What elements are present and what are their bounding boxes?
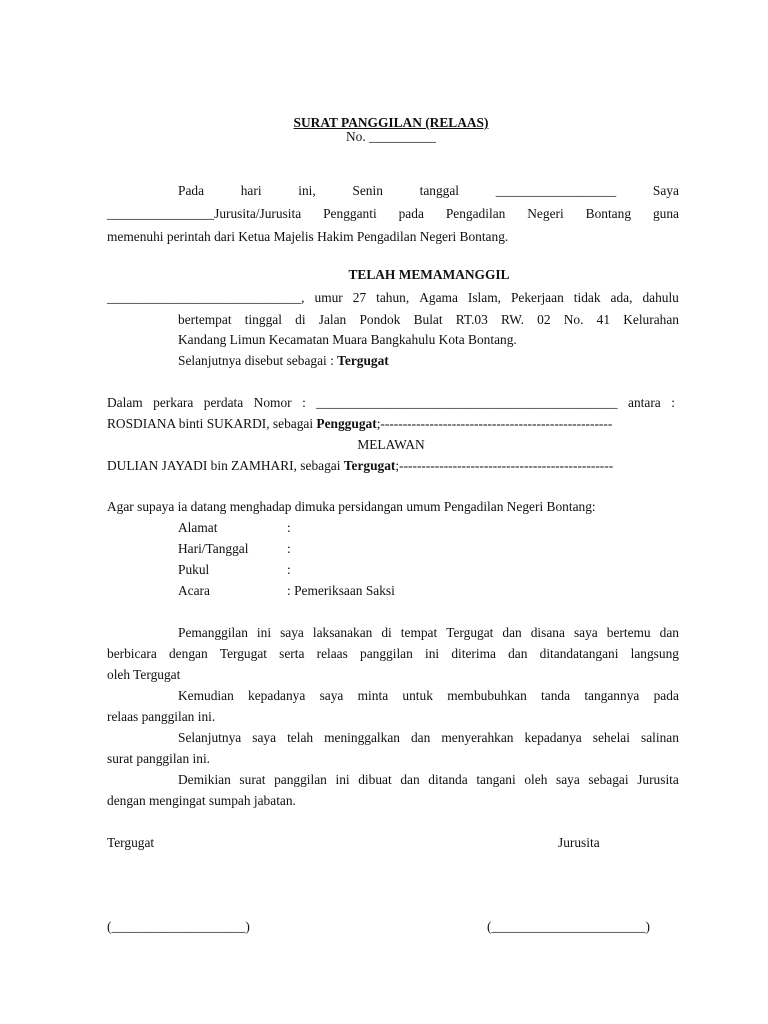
word: Senin xyxy=(352,183,383,198)
word: perdata xyxy=(203,395,244,410)
word: laksanakan xyxy=(312,625,373,640)
schedule-label-alamat: Alamat xyxy=(178,520,218,535)
schedule-label-pukul: Pukul xyxy=(178,562,210,577)
summon-heading: TELAH MEMAMANGGIL xyxy=(348,267,510,282)
schedule-value-acara: : Pemeriksaan Saksi xyxy=(287,583,395,598)
word: tanda xyxy=(541,688,571,703)
schedule-value-alamat: : xyxy=(287,520,291,535)
plaintiff-prefix: ROSDIANA binti SUKARDI, sebagai xyxy=(107,416,317,431)
intro-line-3: memenuhi perintah dari Ketua Majelis Hakim Pengadilan Negeri Bontang. xyxy=(107,229,509,244)
word: perkara xyxy=(153,395,194,410)
schedule-label-acara: Acara xyxy=(178,583,210,598)
word: ini, xyxy=(298,183,316,198)
word: oleh xyxy=(524,772,548,787)
word: dan xyxy=(410,730,431,745)
word: _____________________________, xyxy=(107,290,305,305)
word: serta xyxy=(279,646,305,661)
word: telah xyxy=(287,730,314,745)
word: Pengganti xyxy=(323,206,377,221)
word: dibuat xyxy=(358,772,392,787)
signature-right-label: Jurusita xyxy=(558,835,600,850)
word: untuk xyxy=(402,688,433,703)
word: membubuhkan xyxy=(447,688,527,703)
defendant-suffix: ;------------------------------------------------ xyxy=(395,458,614,473)
word: Pengadilan xyxy=(445,206,506,221)
word: Saya xyxy=(652,183,679,198)
word: saya xyxy=(280,625,304,640)
schedule-value-pukul: : xyxy=(287,562,291,577)
word: menyerahkan xyxy=(441,730,514,745)
word: Pekerjaan xyxy=(510,290,564,305)
intro-line-1 xyxy=(178,183,679,199)
word: 27 xyxy=(352,290,367,305)
word: kepadanya xyxy=(248,688,306,703)
case-line-1 xyxy=(107,395,675,411)
word: Demikian xyxy=(178,772,231,787)
word: tanggal xyxy=(419,183,460,198)
word: Bulat xyxy=(413,312,443,327)
body-p3-line-1 xyxy=(178,730,679,746)
word: ini xyxy=(335,772,350,787)
summon-line-3: Kandang Limun Kecamatan Muara Bangkahulu Kota Bontang. xyxy=(178,332,517,347)
word: dengan xyxy=(168,646,208,661)
summon-line-4-prefix: Selanjutnya disebut sebagai : xyxy=(178,353,338,368)
word: dahulu xyxy=(642,290,679,305)
word: dan xyxy=(659,625,679,640)
word: surat xyxy=(239,772,266,787)
word: di xyxy=(381,625,392,640)
word: ini xyxy=(256,625,272,640)
word: umur xyxy=(314,290,343,305)
document-number: No. __________ xyxy=(345,129,436,144)
word: No. xyxy=(563,312,584,327)
body-p4-line-1 xyxy=(178,772,679,788)
word: Islam, xyxy=(467,290,501,305)
word: disana xyxy=(530,625,565,640)
word: salinan xyxy=(640,730,679,745)
word: bertemu xyxy=(606,625,651,640)
word: di xyxy=(295,312,306,327)
word: tangani xyxy=(476,772,516,787)
word: langsung xyxy=(630,646,679,661)
word: Jurusita xyxy=(637,772,679,787)
word: tangannya xyxy=(584,688,640,703)
word: 02 xyxy=(537,312,551,327)
word: sebagai xyxy=(588,772,629,787)
word: pada xyxy=(398,206,424,221)
word: berbicara xyxy=(107,646,157,661)
body-p3-line-2: surat panggilan ini. xyxy=(107,751,211,766)
summon-line-1 xyxy=(107,290,679,306)
word: meninggalkan xyxy=(324,730,400,745)
word: _____________________________________________ xyxy=(316,395,618,410)
word: pada xyxy=(653,688,679,703)
word: tinggal xyxy=(244,312,282,327)
word: Tergugat xyxy=(446,625,494,640)
word: sehelai xyxy=(592,730,630,745)
body-p1-line-3: oleh Tergugat xyxy=(107,667,181,682)
word: ________________Jurusita/Jurusita xyxy=(107,206,302,221)
word: RW. xyxy=(501,312,524,327)
word: Pemanggilan xyxy=(178,625,248,640)
plaintiff-suffix: ;---------------------------------------------------- xyxy=(376,416,613,431)
word: antara xyxy=(628,395,661,410)
schedule-value-hari: : xyxy=(287,541,291,556)
word: panggilan xyxy=(274,772,327,787)
plaintiff-bold: Penggugat xyxy=(316,416,377,431)
intro-line-2 xyxy=(107,206,679,222)
summon-line-4 xyxy=(178,353,389,369)
body-p4-line-2: dengan mengingat sumpah jabatan. xyxy=(107,793,296,808)
word: saya xyxy=(319,688,344,703)
word: dan xyxy=(502,625,522,640)
plaintiff-line xyxy=(107,416,612,432)
word: ditandatangani xyxy=(539,646,619,661)
versus-label: MELAWAN xyxy=(357,437,425,452)
word: saya xyxy=(252,730,277,745)
signature-left-line: (____________________) xyxy=(107,919,250,934)
word: Kelurahan xyxy=(623,312,679,327)
word: dan xyxy=(508,646,528,661)
defendant-line xyxy=(107,458,613,474)
schedule-label-hari: Hari/Tanggal xyxy=(178,541,249,556)
word: Pondok xyxy=(359,312,401,327)
word: Negeri xyxy=(527,206,564,221)
body-p2-line-1 xyxy=(178,688,679,704)
word: saya xyxy=(556,772,580,787)
defendant-prefix: DULIAN JAYADI bin ZAMHARI, sebagai xyxy=(107,458,344,473)
word: panggilan xyxy=(360,646,413,661)
word: tempat xyxy=(400,625,438,640)
word: RT.03 xyxy=(455,312,488,327)
signature-right-line: (_______________________) xyxy=(487,919,650,934)
word: : xyxy=(671,395,675,410)
word: Bontang xyxy=(585,206,632,221)
word: Jalan xyxy=(318,312,347,327)
body-p1-line-2 xyxy=(107,646,679,662)
summon-line-2 xyxy=(178,312,679,328)
word: Tergugat xyxy=(219,646,267,661)
word: Selanjutnya xyxy=(178,730,242,745)
defendant-bold: Tergugat xyxy=(343,458,396,473)
summon-line-4-bold: Tergugat xyxy=(337,353,389,368)
word: guna xyxy=(652,206,679,221)
body-p1-line-1 xyxy=(178,625,679,641)
body-p2-line-2: relaas panggilan ini. xyxy=(107,709,216,724)
word: Nomor xyxy=(253,395,292,410)
document-title: SURAT PANGGILAN (RELAAS) xyxy=(293,115,489,130)
word: ini xyxy=(425,646,440,661)
word: : xyxy=(302,395,306,410)
word: bertempat xyxy=(178,312,232,327)
word: diterima xyxy=(451,646,496,661)
word: tahun, xyxy=(376,290,410,305)
word: Agama xyxy=(419,290,458,305)
word: ditanda xyxy=(428,772,468,787)
word: Pada xyxy=(178,183,205,198)
word: Dalam xyxy=(107,395,143,410)
word: tidak xyxy=(573,290,601,305)
word: 41 xyxy=(596,312,611,327)
word: relaas xyxy=(316,646,348,661)
word: minta xyxy=(357,688,389,703)
word: saya xyxy=(573,625,598,640)
word: __________________ xyxy=(495,183,617,198)
word: kepadanya xyxy=(524,730,582,745)
signature-left-label: Tergugat xyxy=(107,835,155,850)
word: Kemudian xyxy=(178,688,234,703)
schedule-intro: Agar supaya ia datang menghadap dimuka persidangan umum Pengadilan Negeri Bontang: xyxy=(107,499,596,514)
word: ada, xyxy=(610,290,633,305)
word: hari xyxy=(240,183,262,198)
word: dan xyxy=(400,772,420,787)
